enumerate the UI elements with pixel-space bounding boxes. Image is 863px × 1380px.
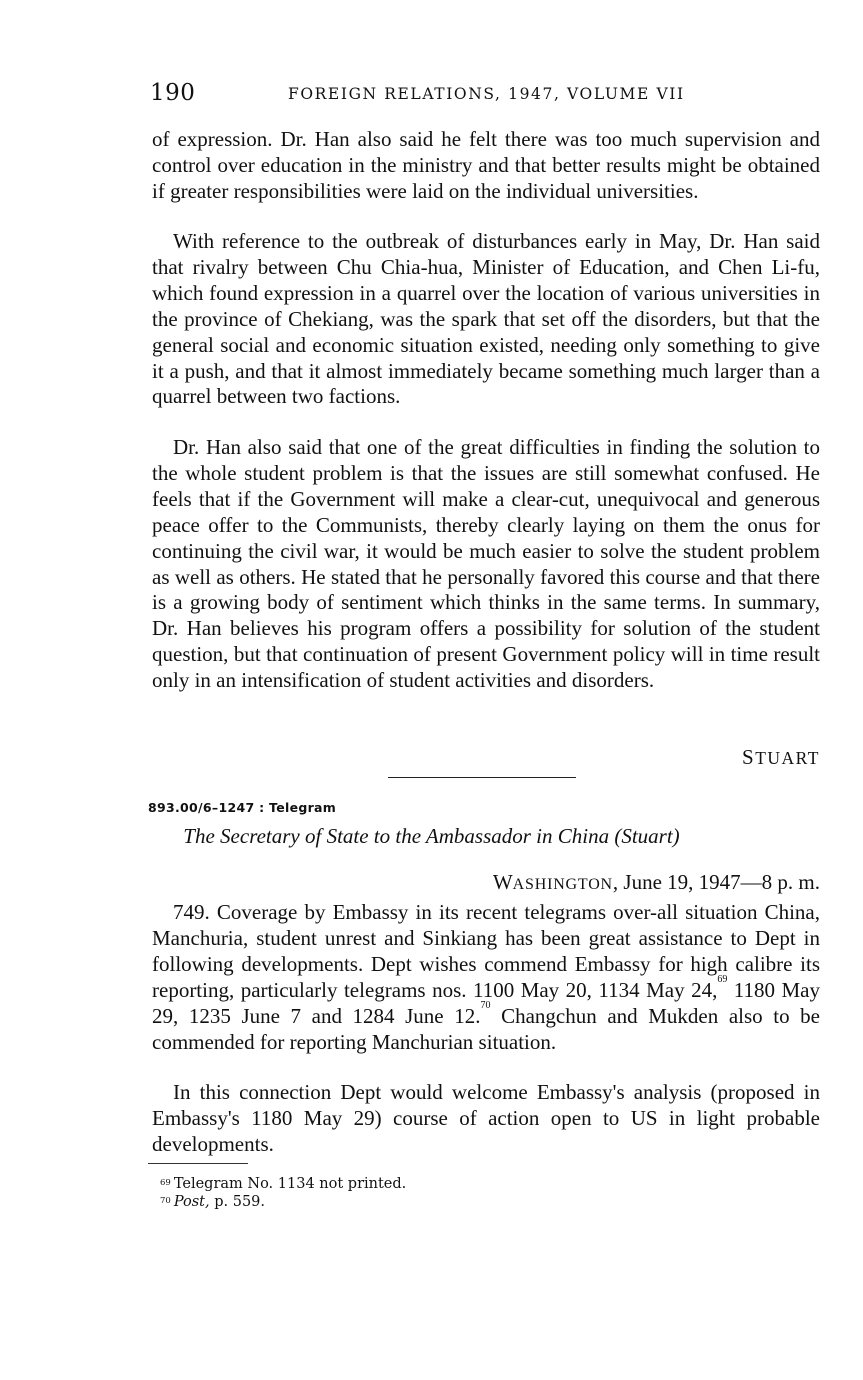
telegram-text-2: 1180 May 29, 1235 June 7 and 1284 June 12.	[152, 977, 821, 1028]
telegram-paragraph-2: In this connection Dept would welcome Embassy's analysis (proposed in Embassy's 1180 May 29) course of action open to US in light probable developments.	[152, 1080, 820, 1156]
footnote-ref-70[interactable]: 70	[480, 999, 491, 1011]
footnote-divider	[148, 1163, 248, 1164]
paragraph-2: With reference to the outbreak of disturbances early in May, Dr. Han said that rivalry between Chu Chia-hua, Minister of Education, and Chen Li-fu, which found expression in a quarrel over the location of various universities in the province of Chekiang, was the spark that set off the disorders, but that the general social and economic situation existed, needing only something to give it a push, and that it almost immediately became something much larger than a quarrel between two factions.	[152, 229, 820, 409]
page-number: 190	[150, 80, 196, 106]
signature-rest: TUART	[755, 748, 820, 768]
paragraph-1: of expression. Dr. Han also said he felt there was too much supervision and control over education in the ministry and that better results might be obtained if greater responsibilities were laid on the individual universities.	[152, 127, 820, 203]
footnote-italic-text: Post,	[173, 1194, 210, 1210]
paragraph-3: Dr. Han also said that one of the great difficulties in finding the solution to the whole student problem is that the issues are still somewhat confused. He feels that if the Government will make a clear-cut, unequivocal and generous peace offer to the Communists, thereby clearly laying on them the onus for continuing the civil war, it would be much easier to solve the student problem as well as others. He stated that he personally favored this course and that there is a growing body of sentiment which thinks in the same terms. In summary, Dr. Han believes his program offers a possibility for solution of the student question, but that continuation of present Government policy will in time result only in an intensification of student activities and disorders.	[152, 435, 820, 693]
telegram-text-1: 749. Coverage by Embassy in its recent telegrams over-all situation China, Manchuria, student unrest and Sinkiang has been great assistance to Dept in following developments. Dept wishes commend Embassy for high calibre its reporting, particularly telegrams nos. 1100 May 20, 1134 May 24,	[152, 900, 820, 1002]
telegram-text-3: Changchun and Mukden also to be commended for reporting Manchurian situation.	[152, 1003, 820, 1054]
footnote-text: Telegram No. 1134 not printed.	[173, 1176, 407, 1192]
document-title: The Secretary of State to the Ambassador in China (Stuart)	[183, 824, 680, 848]
footnote-mark: 69	[160, 1178, 171, 1188]
footnote-70	[160, 1194, 265, 1211]
signature-initial: S	[742, 745, 756, 769]
dateline-date: , June 19, 1947—8 p. m.	[612, 870, 820, 894]
running-head: FOREIGN RELATIONS, 1947, VOLUME VII	[288, 85, 685, 103]
footnote-69	[160, 1176, 406, 1193]
dateline-place: ASHINGTON	[512, 876, 613, 893]
page-header	[150, 80, 820, 110]
document-id: 893.00/6–1247 : Telegram	[148, 800, 337, 815]
dateline-initial: W	[492, 870, 513, 894]
footnote-mark: 70	[160, 1196, 171, 1206]
section-divider	[388, 777, 576, 778]
telegram-paragraph-1	[152, 900, 820, 1055]
footnote-text: p. 559.	[209, 1194, 266, 1210]
signature-stuart	[742, 745, 820, 770]
dateline	[493, 870, 820, 895]
footnote-ref-69[interactable]: 69	[717, 973, 728, 985]
